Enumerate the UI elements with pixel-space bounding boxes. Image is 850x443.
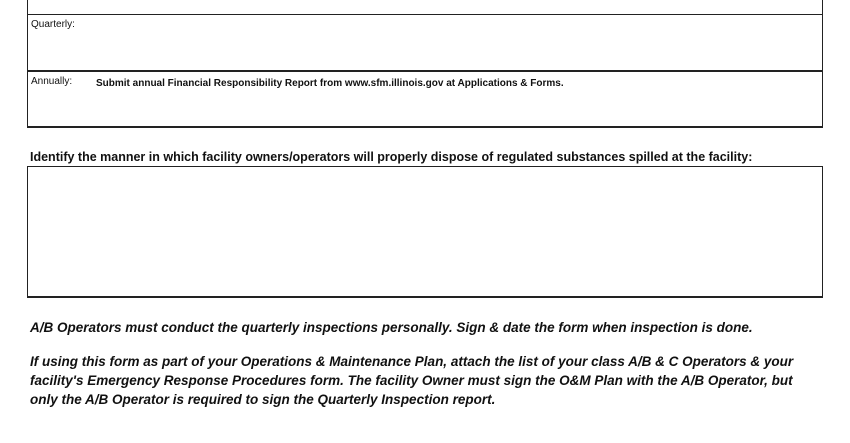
disposal-heading: Identify the manner in which facility owners/operators will properly dispose of regulated substances spilled at the facility: (30, 150, 753, 164)
disposal-text-area[interactable] (27, 166, 823, 298)
plan-note: If using this form as part of your Operations & Maintenance Plan, attach the list of your class A/B & C Operators & your facility's Emergency Response Procedures form. The facility Owner must sign the O&M Plan with the A/B Operator, but only the A/B Operator is required to sign the Quarterly Inspection report. (30, 354, 794, 407)
quarterly-field[interactable] (27, 14, 823, 71)
annually-note: Submit annual Financial Responsibility Report from www.sfm.illinois.gov at Applications & Forms. (96, 78, 564, 89)
top-field-row[interactable] (27, 0, 823, 15)
inspection-note: A/B Operators must conduct the quarterly inspections personally. Sign & date the form when inspection is done. (30, 320, 753, 335)
annually-field[interactable] (27, 71, 823, 128)
quarterly-label: Quarterly: (31, 19, 75, 30)
annually-label: Annually: (31, 76, 73, 87)
